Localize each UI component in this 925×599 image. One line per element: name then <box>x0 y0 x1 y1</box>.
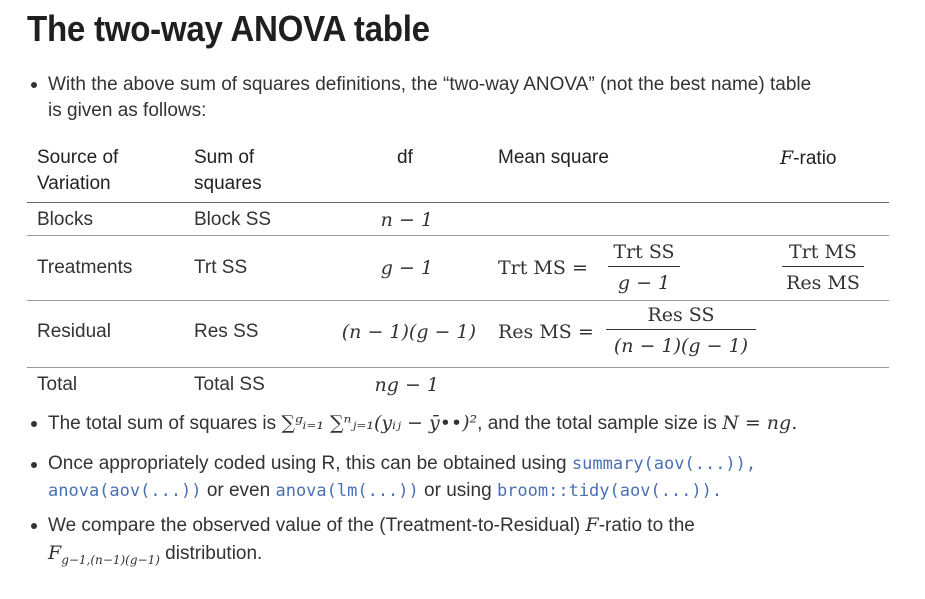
total-ss-pre: The total sum of squares is <box>48 413 277 434</box>
header-source <box>37 145 118 171</box>
code-mid2: or using <box>424 480 492 501</box>
row-residual-source: Residual <box>37 321 111 342</box>
header-f-var: F <box>780 147 794 169</box>
fraction-bar <box>782 266 864 267</box>
total-ss-formula: ∑ᵍᵢ₌₁ ∑ⁿⱼ₌₁(yᵢⱼ − ȳ••)² <box>281 412 478 434</box>
row-residual-ms-fraction <box>606 303 756 358</box>
code-mid1: or even <box>206 480 271 501</box>
row-blocks-ss: Block SS <box>194 209 272 230</box>
row-residual-df: (n − 1)(g − 1) <box>341 321 476 343</box>
compare-f: F <box>585 514 599 536</box>
page-title: The two-way ANOVA table <box>27 8 430 49</box>
row-treatments-ms-fraction <box>608 240 680 295</box>
row-residual-ms-num: Res SS <box>647 304 715 326</box>
compare-dist-f: F <box>48 542 62 564</box>
header-df: df <box>397 147 413 168</box>
code-pre: Once appropriately coded using R, this can be obtained using <box>48 453 567 474</box>
code-bullet-line1 <box>48 451 756 477</box>
code-bullet-line2 <box>48 478 722 504</box>
header-source-line1: Source of <box>37 147 119 168</box>
bullet-dot <box>31 421 37 427</box>
intro-text: With the above sum of squares definitions, the “two-way ANOVA” (not the best name) table <box>48 74 812 95</box>
row-blocks-df: n − 1 <box>380 209 433 231</box>
row-total-source: Total <box>37 374 78 395</box>
row-rule <box>27 300 889 301</box>
row-blocks-source: Blocks <box>37 209 93 230</box>
header-f-rest: -ratio <box>793 148 837 169</box>
row-residual-ss: Res SS <box>194 321 259 342</box>
code-summary-aov: summary(aov(...)), <box>571 454 757 474</box>
bullet-dot <box>31 523 37 529</box>
header-source-2: Variation <box>37 173 111 194</box>
row-total-df: ng − 1 <box>374 374 439 396</box>
total-ss-bullet <box>48 410 797 437</box>
compare-bullet-line2 <box>48 540 262 573</box>
row-treatments-f-num: Trt MS <box>789 241 857 263</box>
row-residual-ms-den: (n − 1)(g − 1) <box>613 335 749 357</box>
row-residual-ms-lhs: Res MS = <box>498 321 594 343</box>
header-f-ratio <box>780 145 836 172</box>
compare-text-1: We compare the observed value of the (Treatment-to-Residual) <box>48 515 581 536</box>
bullet-dot <box>31 462 37 468</box>
row-total-ss: Total SS <box>194 374 265 395</box>
fraction-bar <box>608 266 680 267</box>
compare-text-3: distribution. <box>165 543 263 564</box>
intro-text-cont: is given as follows: <box>48 100 207 121</box>
total-ss-mid: , and the total sample size is <box>477 413 717 434</box>
code-broom-tidy: broom::tidy(aov(...)). <box>496 481 723 501</box>
header-ss: Sum of <box>194 147 255 168</box>
header-rule <box>27 202 889 203</box>
bullet-dot <box>31 82 37 88</box>
code-anova-aov: anova(aov(...)) <box>48 481 202 501</box>
code-anova-lm: anova(lm(...)) <box>275 481 419 501</box>
header-ss-2: squares <box>194 173 262 194</box>
row-treatments-source: Treatments <box>37 257 133 278</box>
fraction-bar <box>606 329 756 330</box>
row-treatments-ms-num: Trt SS <box>613 241 675 263</box>
row-rule <box>27 367 889 368</box>
row-treatments-ms-lhs: Trt MS = <box>498 257 588 279</box>
row-treatments-ss: Trt SS <box>194 257 248 278</box>
compare-bullet-line1 <box>48 512 695 539</box>
compare-dist-sub: g−1,(n−1)(g−1) <box>61 552 160 567</box>
row-treatments-f-den: Res MS <box>786 272 860 294</box>
total-ss-n: N = ng. <box>722 412 798 434</box>
row-treatments-f-fraction <box>782 240 864 295</box>
row-rule <box>27 235 889 236</box>
compare-text-2: -ratio to the <box>598 515 695 536</box>
header-mean-square: Mean square <box>498 147 609 168</box>
row-treatments-ms-den: g − 1 <box>617 272 671 294</box>
row-treatments-df: g − 1 <box>380 257 433 279</box>
